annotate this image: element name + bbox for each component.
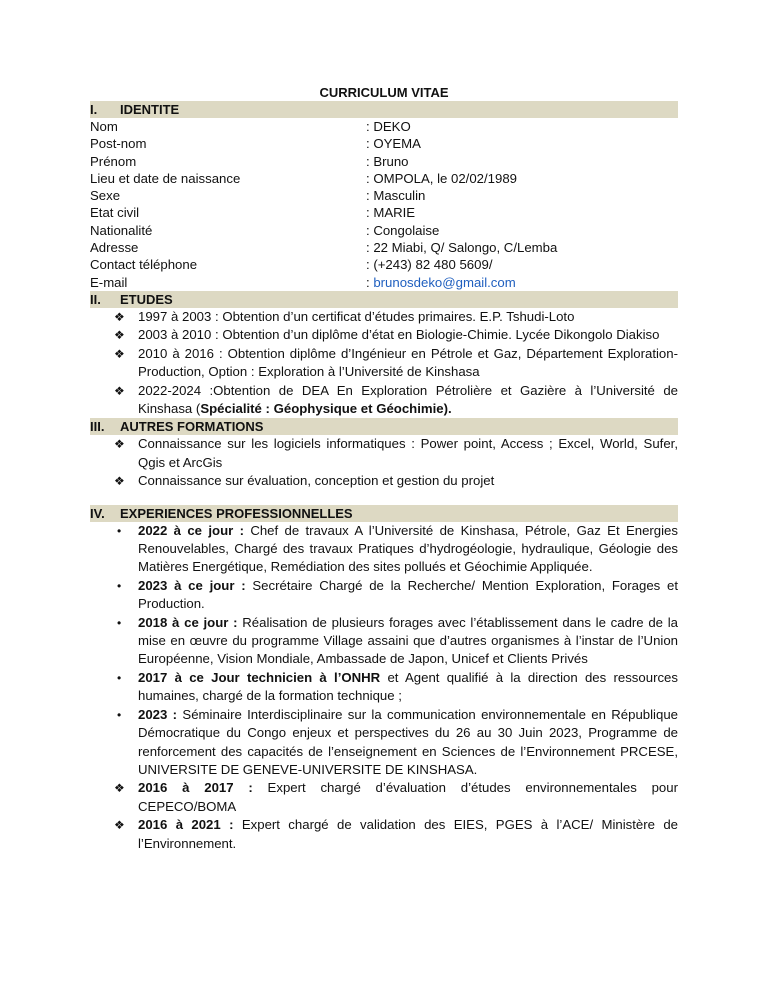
item-bold-text: Spécialité : Géophysique et Géochimie). — [200, 401, 452, 416]
identity-row-naissance — [90, 170, 678, 187]
experiences-list — [90, 522, 678, 853]
field-value — [366, 274, 516, 291]
field-label: Nom — [90, 119, 118, 134]
section-title: ETUDES — [120, 291, 173, 307]
field-value: : OYEMA — [366, 136, 421, 152]
item-text: Secrétaire Chargé de la Recherche/ Mention Exploration, Forages et Production. — [138, 577, 678, 612]
list-item — [90, 706, 678, 780]
list-item — [90, 614, 678, 669]
diamond-bullet-icon: ❖ — [114, 437, 125, 452]
document-title: CURRICULUM VITAE — [319, 85, 449, 100]
email-separator: : — [366, 274, 374, 290]
spacer — [90, 491, 678, 505]
field-label: Adresse — [90, 240, 139, 256]
list-item — [90, 345, 678, 382]
item-text: 2003 à 2010 : Obtention d’un diplôme d’état en Biologie-Chimie. Lycée Dikongolo Diakiso — [138, 327, 660, 343]
list-item — [90, 326, 678, 344]
item-date: 2016 à 2017 : — [138, 780, 253, 796]
field-value: : (+243) 82 480 5609/ — [366, 257, 493, 273]
diamond-bullet-icon: ❖ — [114, 383, 125, 398]
item-text: Expert chargé d’évaluation d’études environnementales pour CEPECO/BOMA — [138, 780, 678, 814]
list-item — [90, 472, 678, 490]
diamond-bullet-icon: ❖ — [114, 474, 125, 489]
item-text: 2010 à 2016 : Obtention diplôme d’Ingénieur en Pétrole et Gaz, Département Exploration-Production, Option : Exploration à l’Université de Kinshasa — [138, 345, 678, 380]
diamond-bullet-icon: ❖ — [114, 309, 125, 324]
section-identite-header — [90, 101, 678, 118]
section-number: I. — [90, 102, 98, 117]
item-text: Connaissance sur évaluation, conception et gestion du projet — [138, 473, 495, 489]
identity-row-sexe — [90, 187, 678, 204]
item-date: 2022 à ce jour : — [138, 522, 244, 538]
item-date: 2017 à ce Jour technicien à l’ONHR — [138, 669, 381, 685]
bullet-icon: • — [117, 523, 122, 538]
field-label: Prénom — [90, 153, 137, 169]
bullet-icon: • — [117, 615, 122, 630]
identity-row-adresse — [90, 239, 678, 256]
identity-row-prenom — [90, 153, 678, 170]
section-number: II. — [90, 291, 101, 307]
list-item — [90, 382, 678, 419]
identity-row-postnom — [90, 135, 678, 152]
list-item — [90, 816, 678, 853]
item-date: 2023 à ce jour : — [138, 577, 246, 593]
item-date: 2023 : — [138, 706, 178, 722]
item-text: Chef de travaux A l’Université de Kinshasa, Pétrole, Gaz Et Energies Renouvelables, Chargé des travaux Pratiques d’hydrogéologie, hydraulique, Géologie des Matières Energétique, Remédiation des sites pollués et Géochimie Appliquée. — [138, 522, 678, 575]
list-item — [90, 435, 678, 472]
section-title: EXPERIENCES PROFESSIONNELLES — [120, 505, 353, 521]
identity-row-nom — [90, 118, 678, 135]
field-label: Lieu et date de naissance — [90, 170, 241, 186]
diamond-bullet-icon: ❖ — [114, 328, 125, 343]
section-title: IDENTITE — [120, 102, 180, 117]
diamond-bullet-icon: ❖ — [114, 346, 125, 361]
bullet-icon: • — [117, 578, 122, 593]
item-text: 1997 à 2003 : Obtention d’un certificat d’études primaires. E.P. Tshudi-Loto — [138, 308, 575, 324]
identity-row-etat-civil — [90, 204, 678, 221]
identity-row-email — [90, 274, 678, 291]
field-value: : Bruno — [366, 153, 409, 169]
field-value: : DEKO — [366, 119, 411, 134]
list-item — [90, 779, 678, 816]
item-text: Séminaire Interdisciplinaire sur la communication environnementale en République Démocratique du Congo enjeux et perspectives du 26 au 30 Juin 2023, Programme de renforcement des capacités de l’enseignement en Sciences de l’Environnement PRCESE, UNIVERSITE DE GENEVE-UNIVERSITE DE KINSHASA. — [138, 706, 678, 777]
formations-list — [90, 435, 678, 490]
diamond-bullet-icon: ❖ — [114, 818, 125, 833]
item-text: Réalisation de plusieurs forages avec l’établissement dans le cadre de la mise en œuvre du programme Village assaini que d’autres organismes à l’instar de l’Union Européenne, Vision Mondiale, Ambassade de Japon, Unicef et Clients Privés — [138, 614, 678, 667]
list-item — [90, 522, 678, 577]
section-number: IV. — [90, 505, 105, 521]
section-experiences-header — [90, 505, 678, 522]
identity-row-telephone — [90, 256, 678, 273]
etudes-list — [90, 308, 678, 418]
list-item — [90, 308, 678, 326]
field-label: Etat civil — [90, 205, 140, 221]
field-label: Nationalité — [90, 222, 153, 238]
field-value: : Masculin — [366, 188, 426, 204]
section-formations-header — [90, 418, 678, 435]
diamond-bullet-icon: ❖ — [114, 781, 125, 796]
field-label: Contact téléphone — [90, 257, 198, 273]
item-date: 2018 à ce jour : — [138, 614, 238, 630]
item-text: Connaissance sur les logiciels informatiques : Power point, Access ; Excel, World, Sufer, Qgis et ArcGis — [138, 436, 678, 470]
item-text: Expert chargé de validation des EIES, PGES à l’ACE/ Ministère de l’Environnement. — [138, 817, 678, 851]
bullet-icon: • — [117, 707, 122, 722]
section-etudes-header — [90, 291, 678, 308]
cv-page — [90, 84, 678, 853]
list-item — [90, 669, 678, 706]
identity-row-nationalite — [90, 222, 678, 239]
item-text: 2022-2024 :Obtention de DEA En Exploration Pétrolière et Gazière à l’Université de Kinshasa ( — [138, 382, 678, 416]
list-item — [90, 577, 678, 614]
field-value: : OMPOLA, le 02/02/1989 — [366, 170, 518, 186]
item-date: 2016 à 2021 : — [138, 817, 234, 833]
field-label: Sexe — [90, 188, 121, 204]
item-text: et Agent qualifié à la direction des ressources humaines, chargé de la formation technique ; — [138, 669, 678, 704]
identity-table — [90, 118, 678, 291]
field-label: Post-nom — [90, 136, 147, 152]
field-value: : MARIE — [366, 205, 416, 221]
email-link[interactable]: brunosdeko@gmail.com — [373, 274, 516, 290]
section-title: AUTRES FORMATIONS — [120, 419, 264, 435]
field-value: : 22 Miabi, Q/ Salongo, C/Lemba — [366, 240, 558, 256]
field-label: E-mail — [90, 274, 128, 290]
section-number: III. — [90, 419, 105, 435]
bullet-icon: • — [117, 670, 122, 685]
field-value: : Congolaise — [366, 222, 440, 238]
